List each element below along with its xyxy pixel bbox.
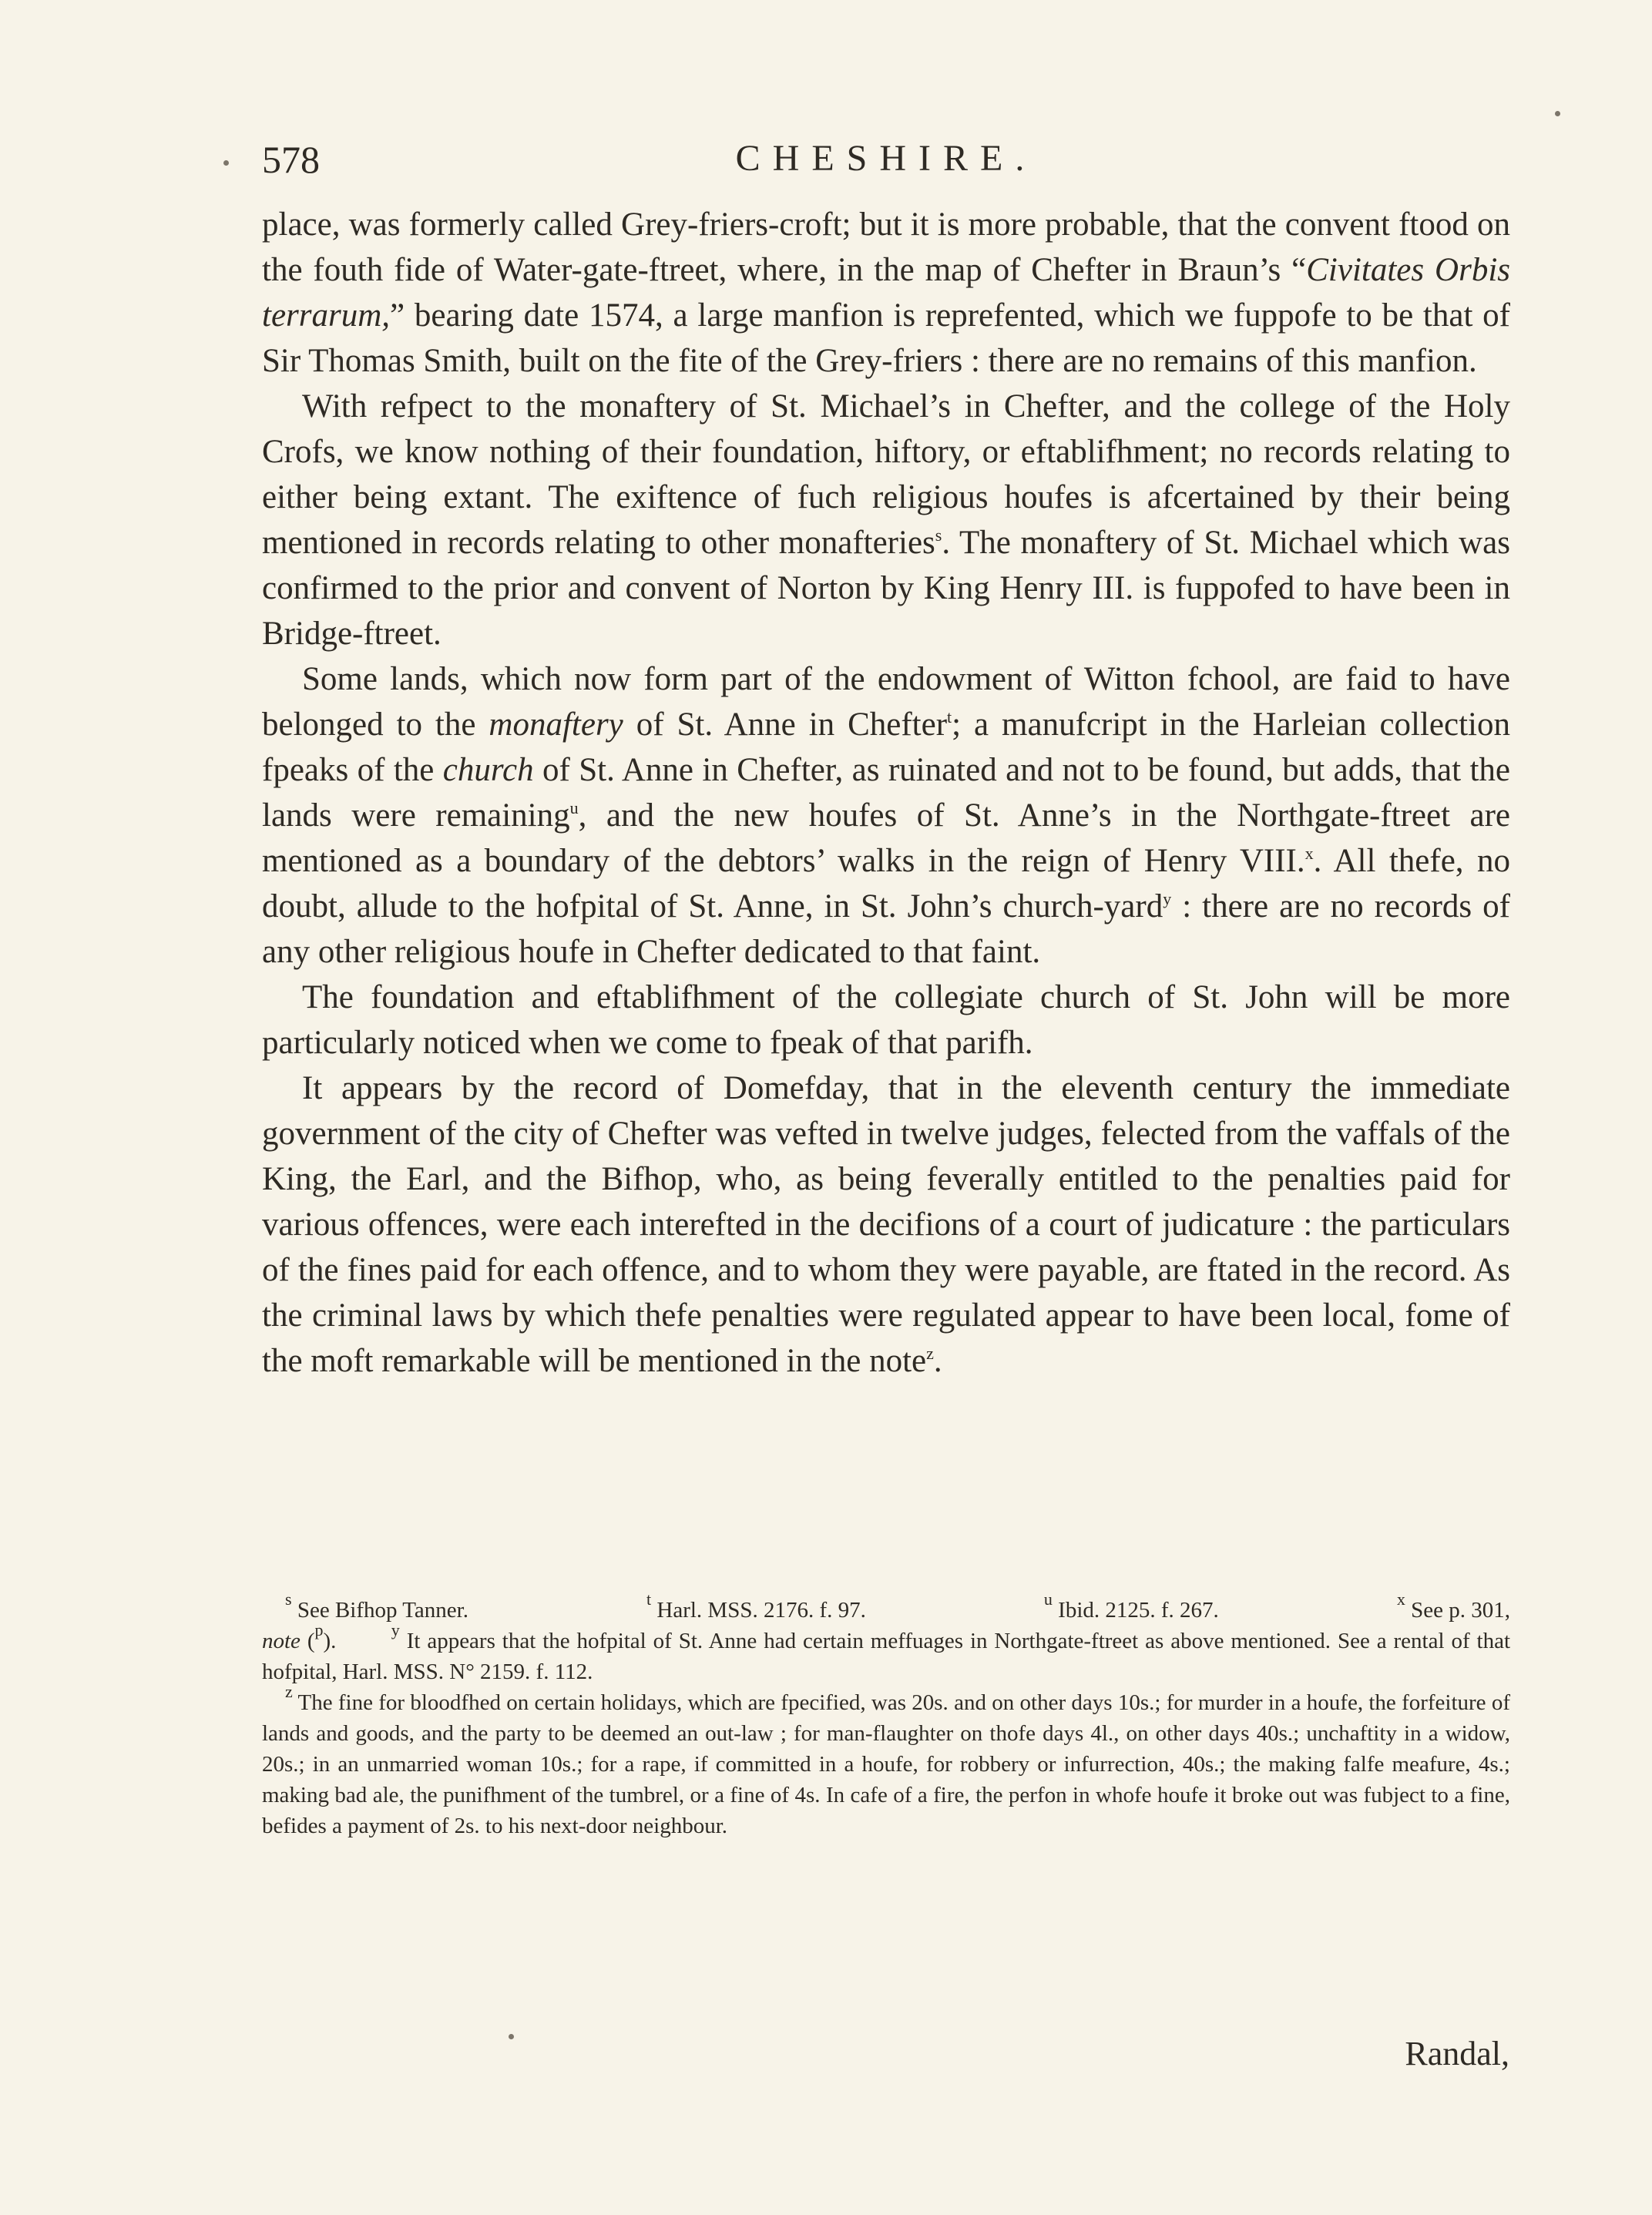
footnotes <box>262 1589 1510 1841</box>
footnote-z: $^z$ The fine for bloodfhed on certain holidays, which are fpecified, was 20s. and on other days 10s.; for murder in a houfe, the forfeiture of lands and goods, and the party to be deemed an out-law ; for man-flaughter on thofe days 4l., on other days 40s.; unchaftity in a widow, 20s.; in an unmarried woman 10s.; for a rape, if committed in a houfe, for robbery or infurrection, 40s.; the making falfe meafure, 4s.; making bad ale, the punifhment of the tumbrel, or a fine of 4s. In cafe of a fire, the perfon in whofe houfe it broke out was fubject to a fine, befides a payment of 2s. to his next-door neighbour. <box>262 1682 1510 1838</box>
text-span: ” bearing date 1574, a large manfion is reprefented, which we fuppofe to be that of Sir Thomas Smith, built on the fite of the Grey-friers : there are no remains of this manfion. <box>262 297 1510 379</box>
catchword: Randal, <box>1405 2035 1509 2072</box>
ink-speck <box>223 160 229 166</box>
paragraph <box>262 656 1510 975</box>
text-span: of St. Anne in Chefter, as ruinated and not to be found, but adds, that the lands were remaining <box>262 752 1510 834</box>
running-head: CHESHIRE. <box>735 138 1037 179</box>
text-span: With refpect to the monaftery of St. Michael’s in Chefter, and the college of the Holy Crofs, we know nothing of their foundation, hiftory, or eftablifhment; no records relating to either being extant. The exiftence of fuch religious houfes is afcertained by their being mentioned in records relating to other monafteries <box>262 388 1510 561</box>
text-span: . <box>933 1343 942 1379</box>
text-span: of St. Anne in Chefter <box>623 706 948 743</box>
footnote-y: note ($^p$). $^y$ It appears that the hofpital of St. Anne had certain meffuages in Northgate-ftreet as above mentioned. See a rental of that hofpital, Harl. MSS. N° 2159. f. 112. <box>262 1620 1510 1684</box>
text-span: place, was formerly called Grey-friers-croft; but it is more probable, that the convent ftood on the fouth fide of Water-gate-ftreet, where, in the map of Chefter in Braun’s “ <box>262 206 1510 288</box>
text-span: It appears by the record of Domefday, that in the eleventh century the immediate government of the city of Chefter was vefted in twelve judges, felected from the vaffals of the King, the Earl, and the Bifhop, who, as being feverally entitled to the penalties paid for various offences, were each interefted in the decifions of a court of judicature : the particulars of the fines paid for each offence, and to whom they were payable, are ftated in the record. As the criminal laws by which thefe penalties were regulated appear to have been local, fome of the moft remarkable will be mentioned in the note <box>262 1070 1510 1379</box>
text-span: . The monaftery of St. Michael which was confirmed to the prior and convent of Norton by King Henry III. is fuppofed to have been in Bridge-ftreet. <box>262 525 1510 652</box>
text-span: Some lands, which now form part of the endowment of Witton fchool, are faid to have belonged to the <box>262 661 1510 743</box>
italic-word: church <box>442 752 534 788</box>
italic-title: Civitates Orbis terrarum, <box>262 252 1510 334</box>
footnote-ref: z <box>926 1344 934 1363</box>
page-header <box>262 137 1510 191</box>
paragraph: The foundation and eftablifhment of the collegiate church of St. John will be more particularly noticed when we come to fpeak of that parifh. <box>262 979 1510 1061</box>
footnote-ref: s <box>935 525 942 545</box>
ink-speck <box>509 2034 514 2039</box>
footnote-ref: t <box>947 707 952 727</box>
footnote-ref: x <box>1304 844 1314 863</box>
main-text <box>262 202 1510 1384</box>
italic-word: monaftery <box>489 706 623 743</box>
footnote-x: $^x$ See p. 301, <box>1396 1589 1510 1623</box>
footnote-t: $^t$ Harl. MSS. 2176. f. 97. <box>646 1589 866 1623</box>
page-number: 578 <box>262 138 320 181</box>
footnote-u: $^u$ Ibid. 2125. f. 267. <box>1043 1589 1219 1623</box>
footnote-line <box>262 1589 1510 1626</box>
text-span: ; a manufcript in the Harleian collection fpeaks of the <box>262 706 1510 788</box>
text-span: , and the new houfes of St. Anne’s in the Northgate-ftreet are mentioned as a boundary of the debtors’ walks in the reign of Henry VIII. <box>262 797 1511 879</box>
ink-speck <box>1555 111 1560 116</box>
paragraph <box>262 1066 1510 1384</box>
paragraph <box>262 202 1510 384</box>
text-span: : there are no records of any other religious houfe in Chefter dedicated to that faint. <box>262 888 1510 970</box>
paragraph <box>262 384 1510 656</box>
footnote-ref: y <box>1163 889 1172 908</box>
footnote-ref: u <box>569 798 579 817</box>
text-span: . All thefe, no doubt, allude to the hofpital of St. Anne, in St. John’s church-yard <box>262 843 1510 925</box>
footnote-s: $^s$ See Bifhop Tanner. <box>285 1589 468 1623</box>
